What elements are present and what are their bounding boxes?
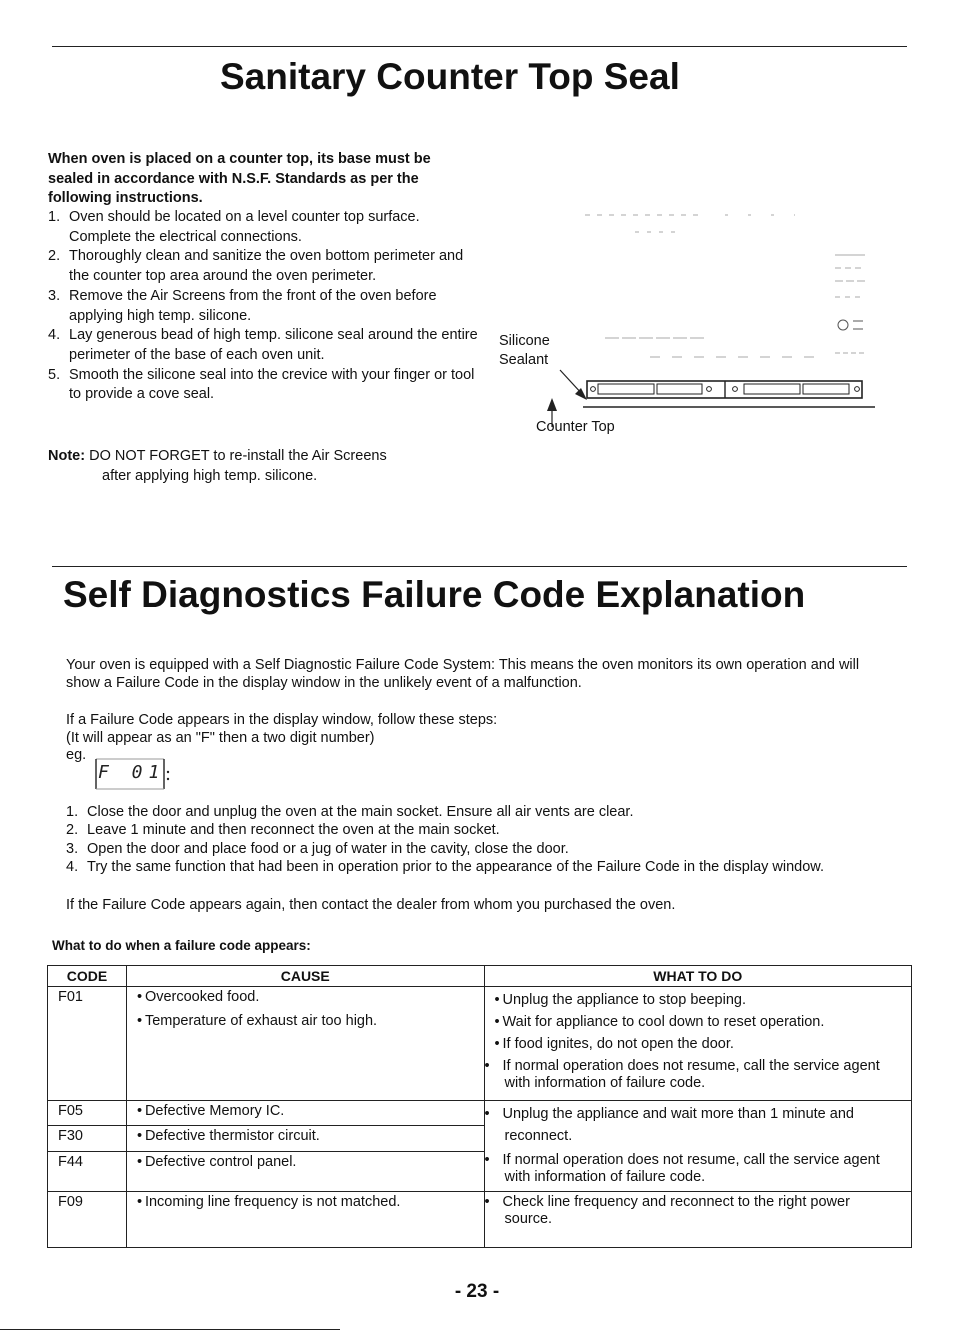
steps-intro-line1: If a Failure Code appears in the display window, follow these steps: <box>66 712 498 728</box>
table-header-row <box>48 966 912 987</box>
table-row <box>48 1192 912 1248</box>
cause-item: • Defective control panel. <box>136 1153 297 1170</box>
note-label: Note: <box>48 448 86 464</box>
list-item: 3. Remove the Air Screens from the front of the oven before applying high temp. silicone. <box>48 287 437 324</box>
action-item: • Unplug the appliance and wait more than 1 minute and reconnect. <box>484 1106 854 1144</box>
cause-item: • Temperature of exhaust air too high. <box>136 1013 378 1029</box>
list-item: 3. Open the door and place food or a jug of water in the cavity, close the door. <box>66 840 569 857</box>
section1-steps <box>48 208 478 405</box>
failure-code-table <box>47 965 912 1248</box>
action-item: • Wait for appliance to cool down to reset operation. <box>494 1014 825 1030</box>
oven-base-illustration <box>495 205 875 445</box>
cause-item: • Incoming line frequency is not matched. <box>136 1194 401 1210</box>
cause-item: • Overcooked food. <box>136 989 260 1005</box>
table-row <box>48 1101 912 1126</box>
section2-top-rule <box>52 566 907 567</box>
page-number: - 23 - <box>454 1281 500 1302</box>
counter-top-label: Counter Top <box>536 419 615 435</box>
list-item: 2. Thoroughly clean and sanitize the oven bottom perimeter and the counter top area around the oven perimeter. <box>48 248 464 285</box>
code-cell: F44 <box>58 1153 83 1170</box>
code-cell: F09 <box>58 1194 83 1210</box>
failure-code-text: F 01 <box>98 762 166 783</box>
code-header: CODE <box>48 966 127 987</box>
seal-diagram <box>495 205 875 445</box>
section2-steps <box>66 803 906 877</box>
section1-intro: When oven is placed on a counter top, its base must be sealed in accordance with N.S.F. Standards as per the following instructions. <box>48 151 431 206</box>
list-item: 5. Smooth the silicone seal into the crevice with your finger or tool to provide a cove seal. <box>48 366 475 403</box>
code-cell: F01 <box>58 989 83 1005</box>
section1-top-rule <box>52 46 907 47</box>
code-cell: F05 <box>58 1103 83 1119</box>
list-item: 4. Try the same function that had been in operation prior to the appearance of the Failure Code in the display window. <box>66 859 825 876</box>
action-item: • If food ignites, do not open the door. <box>494 1036 734 1052</box>
action-item: • If normal operation does not resume, call the service agent with information of failure code. <box>484 1152 880 1185</box>
action-item: • Check line frequency and reconnect to the right power source. <box>484 1194 850 1227</box>
list-item: 1. Oven should be located on a level counter top surface. Complete the electrical connections. <box>48 209 420 245</box>
section2-title: Self Diagnostics Failure Code Explanation <box>63 574 806 615</box>
note-line1: DO NOT FORGET to re-install the Air Screens <box>89 448 387 464</box>
section1-note <box>48 447 478 486</box>
silicone-label: Silicone <box>499 333 550 349</box>
closing-text: If the Failure Code appears again, then contact the dealer from whom you purchased the oven. <box>66 897 676 913</box>
sealant-label: Sealant <box>499 352 549 368</box>
what-to-do-header: WHAT TO DO <box>484 966 911 987</box>
cause-item: • Defective Memory IC. <box>136 1103 285 1119</box>
note-line2: after applying high temp. silicone. <box>102 467 318 484</box>
table-row <box>48 987 912 1101</box>
cause-header: CAUSE <box>126 966 484 987</box>
steps-intro-line2: (It will appear as an "F" then a two digit number) <box>66 730 375 746</box>
code-cell: F30 <box>58 1128 83 1145</box>
action-item: • Unplug the appliance to stop beeping. <box>494 992 746 1008</box>
list-item: 4. Lay generous bead of high temp. silicone seal around the entire perimeter of the base of each oven unit. <box>48 327 478 363</box>
failure-code-display <box>92 757 172 791</box>
section1-title: Sanitary Counter Top Seal <box>220 56 680 97</box>
table-title: What to do when a failure code appears: <box>52 938 311 953</box>
cause-item: • Defective thermistor circuit. <box>136 1128 320 1145</box>
list-item: 1. Close the door and unplug the oven at the main socket. Ensure all air vents are clear. <box>66 804 634 820</box>
footer-rule <box>0 1329 340 1330</box>
eg-label: eg. <box>66 747 87 763</box>
action-item: • If normal operation does not resume, call the service agent with information of failure code. <box>484 1058 880 1091</box>
intro-paragraph: Your oven is equipped with a Self Diagnostic Failure Code System: This means the oven monitors its own operation and will show a Failure Code in the display window in the unlikely event of a malfunction. <box>66 657 860 691</box>
list-item: 2. Leave 1 minute and then reconnect the oven at the main socket. <box>66 822 500 839</box>
